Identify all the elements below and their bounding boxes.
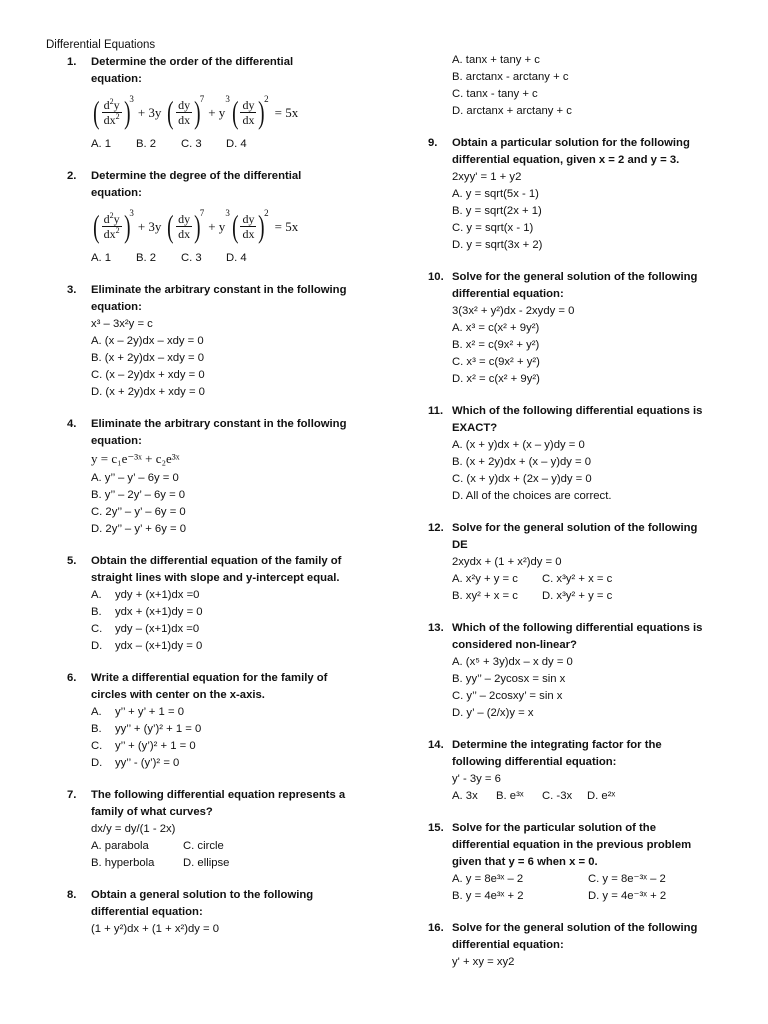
question-6 <box>67 670 367 772</box>
question-number: 12. <box>428 522 444 534</box>
question-text: following differential equation: <box>452 756 617 768</box>
choice-b[interactable]: B. hyperbola <box>91 857 155 869</box>
question-text: differential equation, given x = 2 and y = 3. <box>452 154 680 166</box>
choice-c[interactable]: C. 3 <box>181 252 202 264</box>
question-text: DE <box>452 539 468 551</box>
choice-b[interactable]: B. arctanx - arctany + c <box>452 71 569 83</box>
choice-d[interactable]: D. 4 <box>226 252 247 264</box>
question-number: 9. <box>428 137 438 149</box>
equation: 2xyy' = 1 + y2 <box>452 171 522 183</box>
question-text: Determine the degree of the differential <box>91 170 302 182</box>
question-text: differential equation: <box>452 939 564 951</box>
equation: 2xydx + (1 + x²)dy = 0 <box>452 556 562 568</box>
question-text: family of what curves? <box>91 806 213 818</box>
choice-a[interactable]: A. parabola <box>91 840 149 852</box>
right-column <box>428 52 748 971</box>
choice-c[interactable]: C. -3x <box>542 790 573 802</box>
question-text: differential equation: <box>91 906 203 918</box>
question-8 <box>67 887 367 938</box>
choice-d[interactable]: D. arctanx + arctany + c <box>452 105 572 117</box>
choice-c[interactable]: C. (x – 2y)dx + xdy = 0 <box>91 369 205 381</box>
choice-b[interactable]: B. (x + 2y)dx + (x – y)dy = 0 <box>452 456 592 468</box>
question-text: Solve for the particular solution of the <box>452 822 656 834</box>
choice-a[interactable]: A. x²y + y = c <box>452 573 518 585</box>
equation: ( $\frac{d^2y}{dx^2}$ ) 3 + 3y ( $\frac{dy}{dx}$ ) 7 + y 3 ( $\frac{dy}{dx}$ ) 2 = 5x <box>93 93 299 130</box>
question-text: differential equation: <box>452 288 564 300</box>
question-text: equation: <box>91 73 142 85</box>
choice-b[interactable]: B. ydx + (x+1)dy = 0 <box>91 606 203 618</box>
choice-a[interactable]: A. y = sqrt(5x - 1) <box>452 188 539 200</box>
question-14 <box>428 737 748 805</box>
question-5 <box>67 553 367 655</box>
choice-b[interactable]: B. x² = c(9x² + y²) <box>452 339 540 351</box>
equation: y' + xy = xy2 <box>452 956 515 968</box>
question-text: Determine the integrating factor for the <box>452 739 662 751</box>
question-2 <box>67 168 367 267</box>
question-number: 7. <box>67 789 77 801</box>
choice-c[interactable]: C. y’’ – 2cosxy’ = sin x <box>452 690 563 702</box>
question-text: The following differential equation represents a <box>91 789 346 801</box>
equation: ( $\frac{d^2y}{dx^2}$ ) 3 + 3y ( $\frac{dy}{dx}$ ) 7 + y 3 ( $\frac{dy}{dx}$ ) 2 = 5x <box>93 207 299 244</box>
equation: (1 + y²)dx + (1 + x²)dy = 0 <box>91 923 220 935</box>
question-number: 8. <box>67 889 77 901</box>
question-8-choices <box>428 52 748 120</box>
choice-c[interactable]: C. y = 8e⁻³ˣ – 2 <box>588 873 666 885</box>
question-number: 3. <box>67 284 77 296</box>
choice-a[interactable]: A. (x – 2y)dx – xdy = 0 <box>91 335 204 347</box>
question-text: equation: <box>91 301 142 313</box>
question-text: straight lines with slope and y-intercept equal. <box>91 572 340 584</box>
equation: x³ – 3x²y = c <box>91 318 153 330</box>
choice-d[interactable]: D. ydx – (x+1)dy = 0 <box>91 640 203 652</box>
choice-d[interactable]: D. y = 4e⁻³ˣ + 2 <box>588 890 667 902</box>
choice-c[interactable]: C. y’’ + (y’)² + 1 = 0 <box>91 740 196 752</box>
choice-d[interactable]: D. 2y’’ – y’ + 6y = 0 <box>91 523 187 535</box>
question-text: given that y = 6 when x = 0. <box>452 856 598 868</box>
question-text: Write a differential equation for the family of <box>91 672 328 684</box>
choice-b[interactable]: B. 2 <box>136 138 157 150</box>
question-3 <box>67 282 367 401</box>
question-text: Determine the order of the differential <box>91 56 294 68</box>
choice-d[interactable]: D. x³y² + y = c <box>542 590 613 602</box>
question-number: 4. <box>67 418 77 430</box>
question-number: 11. <box>428 405 444 417</box>
question-15 <box>428 820 748 905</box>
question-text: Solve for the general solution of the following <box>452 522 698 534</box>
question-text: differential equation in the previous problem <box>452 839 692 851</box>
question-number: 16. <box>428 922 444 934</box>
choice-d[interactable]: D. y = sqrt(3x + 2) <box>452 239 543 251</box>
choice-b[interactable]: B. yy’’ – 2ycosx = sin x <box>452 673 566 685</box>
question-text: equation: <box>91 187 142 199</box>
choice-d[interactable]: D. yy’’ - (y’)² = 0 <box>91 757 180 769</box>
choice-b[interactable]: B. (x + 2y)dx – xdy = 0 <box>91 352 205 364</box>
left-column <box>67 54 367 938</box>
choice-c[interactable]: C. y = sqrt(x - 1) <box>452 222 534 234</box>
choice-d[interactable]: D. (x + 2y)dx + xdy = 0 <box>91 386 205 398</box>
choice-c[interactable]: C. x³y² + x = c <box>542 573 613 585</box>
question-number: 14. <box>428 739 444 751</box>
document-title: Differential Equations <box>46 39 156 51</box>
choice-a[interactable]: A. ydy + (x+1)dx =0 <box>91 589 200 601</box>
choice-a[interactable]: A. (x + y)dx + (x – y)dy = 0 <box>452 439 585 451</box>
question-9 <box>428 135 748 254</box>
answer-choices <box>91 136 367 153</box>
choice-a[interactable]: A. 1 <box>91 252 112 264</box>
equation: dx/y = dy/(1 - 2x) <box>91 823 176 835</box>
question-text: Obtain a general solution to the following <box>91 889 314 901</box>
choice-c[interactable]: C. (x + y)dx + (2x – y)dy = 0 <box>452 473 592 485</box>
question-7 <box>67 787 367 872</box>
question-13 <box>428 620 748 722</box>
choice-c[interactable]: C. ydy – (x+1)dx =0 <box>91 623 200 635</box>
question-text: Which of the following differential equations is <box>452 622 703 634</box>
choice-b[interactable]: B. y’’ – 2y’ – 6y = 0 <box>91 489 186 501</box>
equation: y = c₁e⁻³ˣ + c₂e³ˣ <box>91 451 180 466</box>
question-text: Which of the following differential equations is <box>452 405 703 417</box>
choice-a[interactable]: A. y = 8e³ˣ – 2 <box>452 873 524 885</box>
answer-choices <box>91 250 367 267</box>
choice-c[interactable]: C. x³ = c(9x² + y²) <box>452 356 540 368</box>
question-10 <box>428 269 748 388</box>
question-number: 2. <box>67 170 77 182</box>
choice-a[interactable]: A. y’’ + y’ + 1 = 0 <box>91 706 184 718</box>
choice-b[interactable]: B. e³ˣ <box>496 790 524 802</box>
question-number: 15. <box>428 822 444 834</box>
choice-d[interactable]: D. e²ˣ <box>587 790 616 802</box>
choice-c[interactable]: C. 3 <box>181 138 202 150</box>
choice-d[interactable]: D. 4 <box>226 138 247 150</box>
choice-d[interactable]: D. All of the choices are correct. <box>452 490 612 502</box>
question-text: Solve for the general solution of the following <box>452 271 698 283</box>
question-text: Obtain a particular solution for the following <box>452 137 690 149</box>
question-12 <box>428 520 748 605</box>
choice-c[interactable]: C. circle <box>183 840 224 852</box>
question-11 <box>428 403 748 505</box>
question-text: Eliminate the arbitrary constant in the following <box>91 418 347 430</box>
choice-d[interactable]: D. ellipse <box>183 857 230 869</box>
choice-b[interactable]: B. yy’’ + (y’)² + 1 = 0 <box>91 723 202 735</box>
question-text: Obtain the differential equation of the family of <box>91 555 342 567</box>
choice-a[interactable]: A. 3x <box>452 790 478 802</box>
equation: 3(3x² + y²)dx - 2xydy = 0 <box>452 305 575 317</box>
question-number: 13. <box>428 622 444 634</box>
question-text: considered non-linear? <box>452 639 577 651</box>
question-1 <box>67 54 367 153</box>
choice-a[interactable]: A. (x⁵ + 3y)dx – x dy = 0 <box>452 656 573 668</box>
question-text: Eliminate the arbitrary constant in the following <box>91 284 347 296</box>
choice-d[interactable]: D. y’ – (2/x)y = x <box>452 707 534 719</box>
choice-a[interactable]: A. 1 <box>91 138 112 150</box>
question-number: 10. <box>428 271 444 283</box>
equation: y' - 3y = 6 <box>452 773 501 785</box>
choice-d[interactable]: D. x² = c(x² + 9y²) <box>452 373 540 385</box>
choice-b[interactable]: B. xy² + x = c <box>452 590 518 602</box>
choice-a[interactable]: A. tanx + tany + c <box>452 54 540 66</box>
question-16 <box>428 920 748 971</box>
choice-a[interactable]: A. y’’ – y’ – 6y = 0 <box>91 472 179 484</box>
choice-b[interactable]: B. 2 <box>136 252 157 264</box>
question-text: equation: <box>91 435 142 447</box>
question-number: 6. <box>67 672 77 684</box>
question-text: circles with center on the x-axis. <box>91 689 265 701</box>
choice-b[interactable]: B. y = sqrt(2x + 1) <box>452 205 542 217</box>
choice-b[interactable]: B. y = 4e³ˣ + 2 <box>452 890 524 902</box>
question-number: 1. <box>67 56 77 68</box>
question-4 <box>67 416 367 538</box>
question-text: Solve for the general solution of the following <box>452 922 698 934</box>
choice-c[interactable]: C. 2y’’ – y’ – 6y = 0 <box>91 506 186 518</box>
choice-c[interactable]: C. tanx - tany + c <box>452 88 538 100</box>
question-number: 5. <box>67 555 77 567</box>
question-text: EXACT? <box>452 422 498 434</box>
choice-a[interactable]: A. x³ = c(x² + 9y²) <box>452 322 540 334</box>
